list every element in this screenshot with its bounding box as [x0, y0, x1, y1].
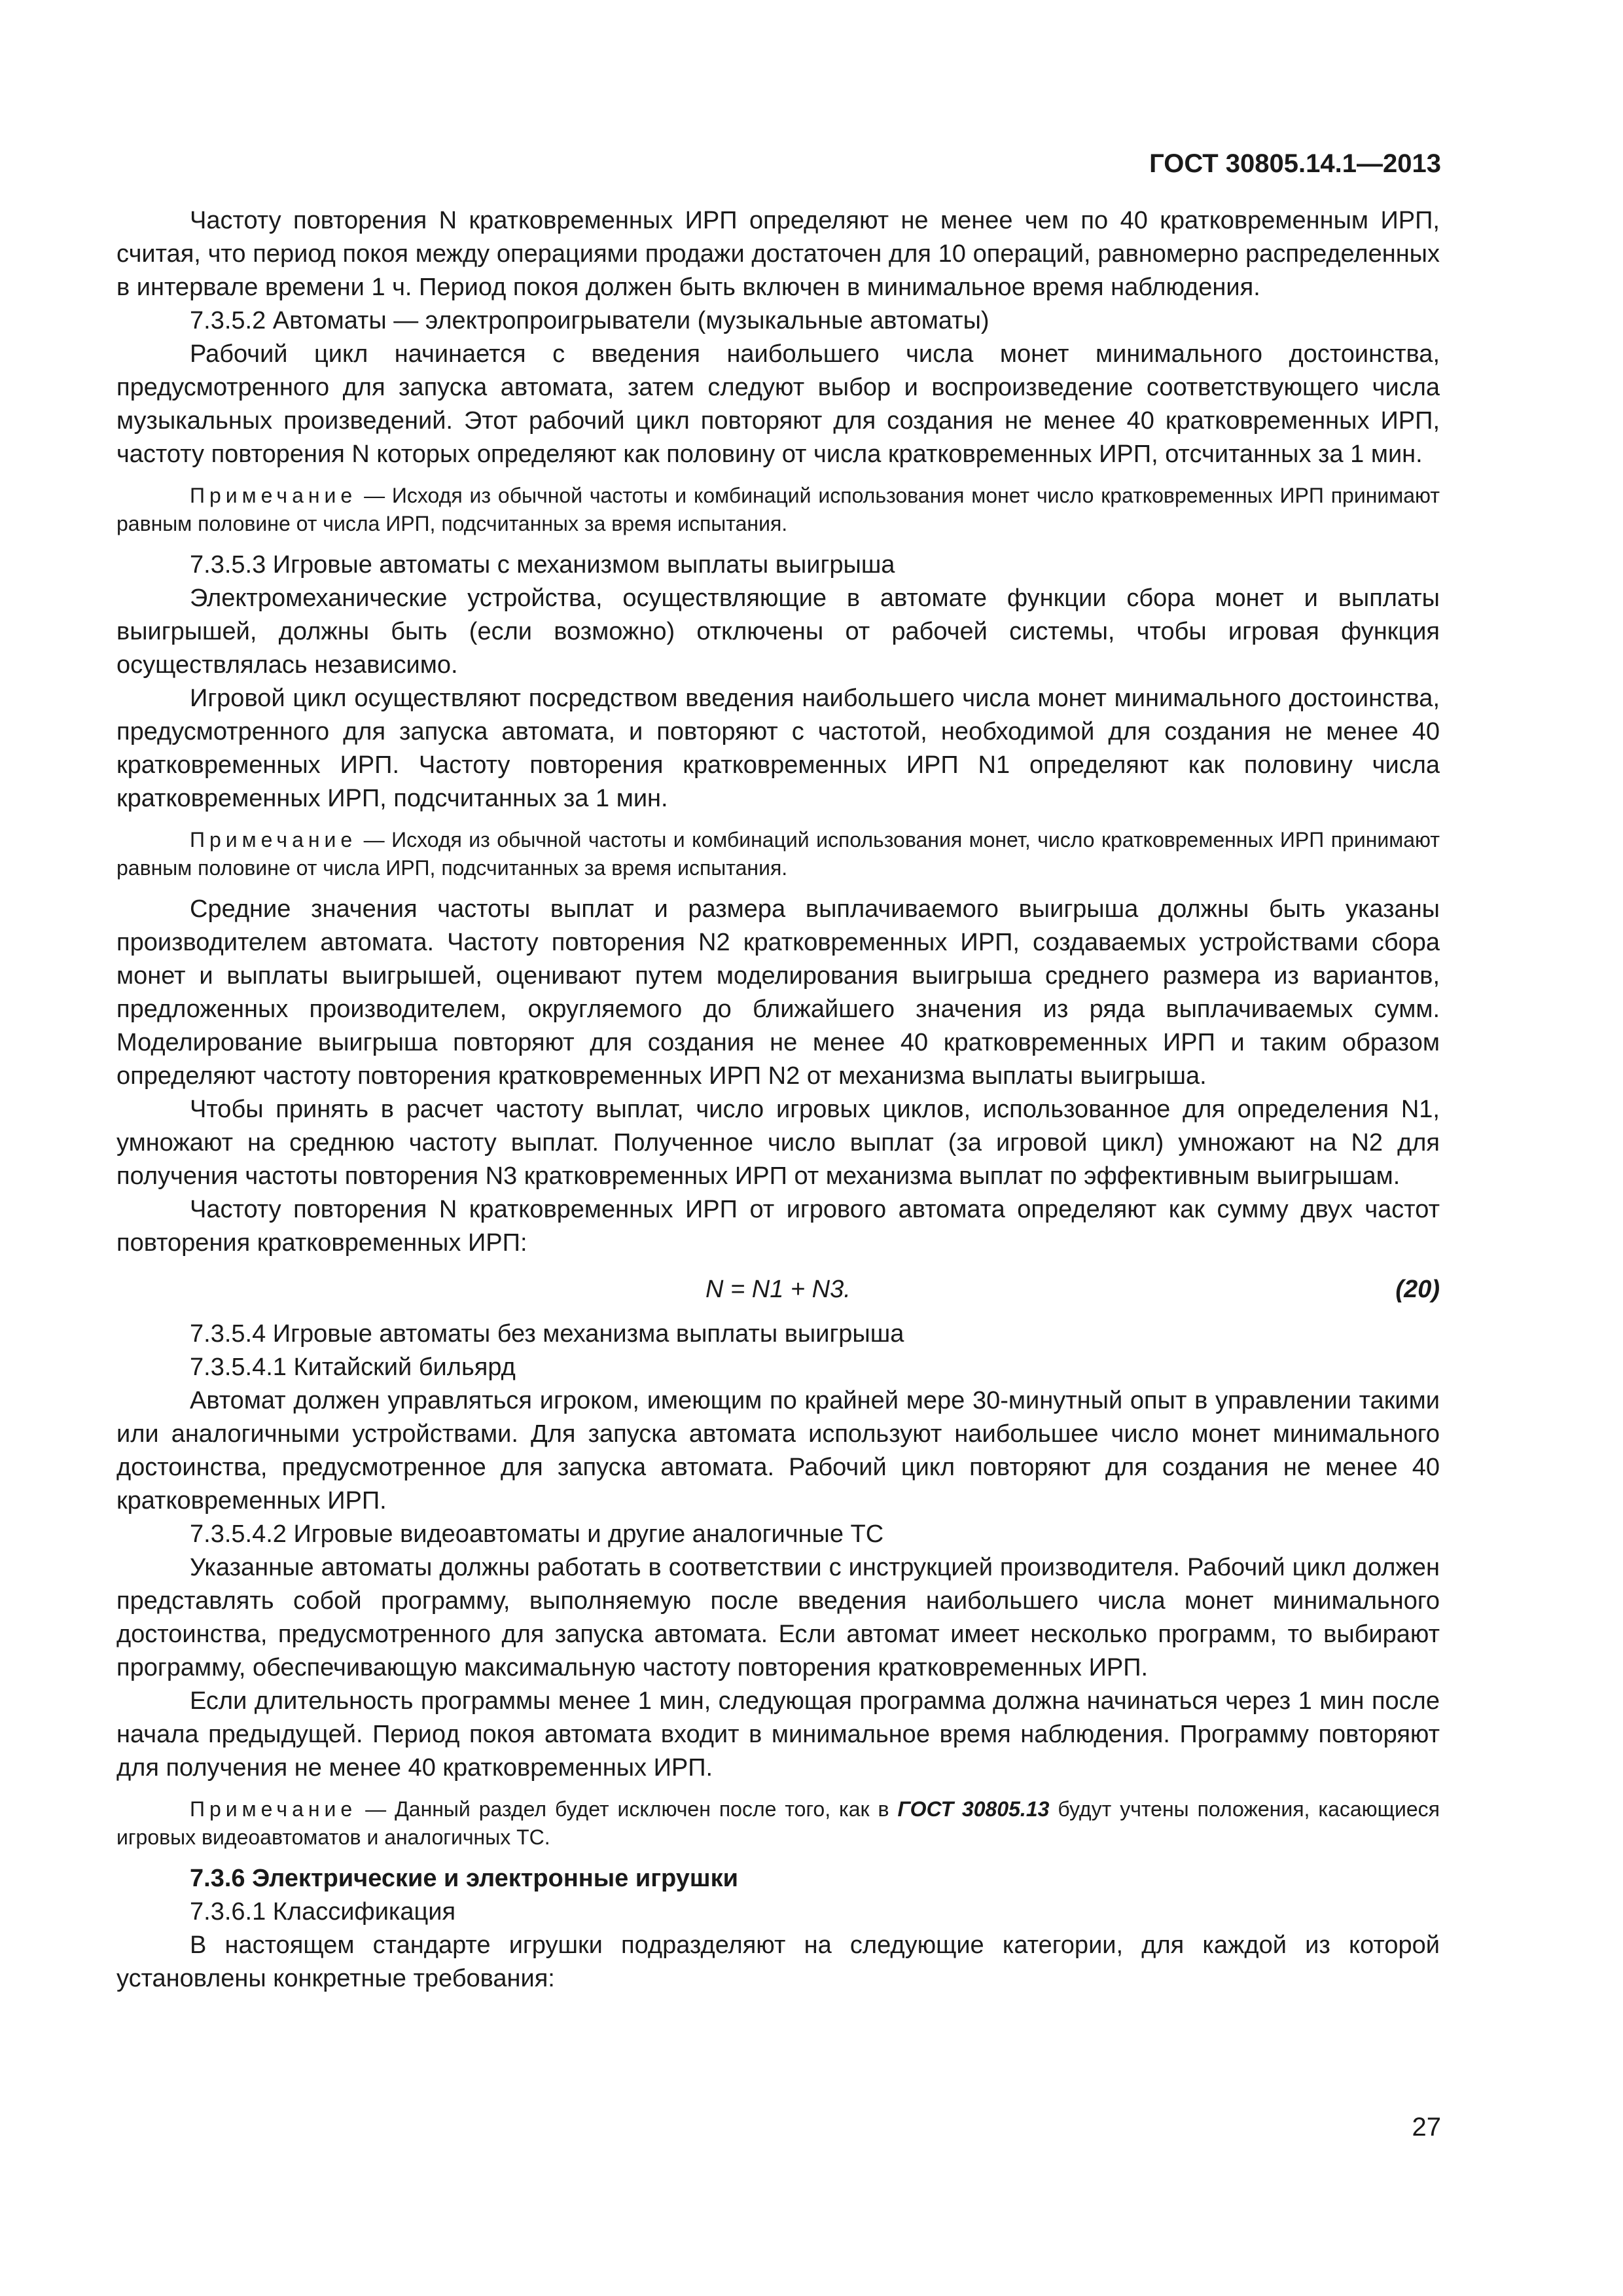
note-text: — Данный раздел будет исключен после того, как в — [357, 1797, 898, 1821]
note-label: Примечание — [190, 484, 357, 507]
formula: N = N1 + N3. — [705, 1276, 851, 1303]
note — [116, 482, 1440, 538]
subsection-title: 7.3.5.4 Игровые автоматы без механизма выплаты выигрыша — [190, 1320, 904, 1348]
paragraph: Электромеханические устройства, осуществляющие в автомате функции сбора монет и выплаты выигрышей, должны быть (если возможно) отключены от рабочей системы, чтобы игровая функция осуществлялась независимо. — [116, 584, 1440, 679]
note-text: будут учтены положения, касающиеся игровых видеоавтоматов и аналогичных ТС. — [116, 1797, 1440, 1849]
note — [116, 826, 1440, 882]
subsection-title: 7.3.5.4.1 Китайский бильярд — [190, 1354, 516, 1381]
formula-line — [116, 1269, 1440, 1308]
paragraph: Чтобы принять в расчет частоту выплат, число игровых циклов, использованное для определения N1, умножают на среднюю частоту выплат. Полученное число выплат (за игровой цикл) умножают на N2 для получения частоты повторения N3 кратковременных ИРП от механизма выплат по эффективным выигрышам. — [116, 1096, 1440, 1190]
note-text: — Исходя из обычной частоты и комбинаций использования монет, число кратковременных ИРП принимают равным половине от числа ИРП, подсчитанных за время испытания. — [116, 828, 1440, 880]
note-label: Примечание — [190, 828, 357, 852]
subsection-title: 7.3.5.3 Игровые автоматы с механизмом выплаты выигрыша — [190, 551, 895, 579]
standard-reference: ГОСТ 30805.13 — [897, 1797, 1050, 1821]
paragraph: Частоту повторения N кратковременных ИРП от игрового автомата определяют как сумму двух частот повторения кратковременных ИРП: — [116, 1196, 1440, 1257]
subsection-title: 7.3.6.1 Классификация — [190, 1898, 456, 1926]
note — [116, 1795, 1440, 1852]
subsection-title: 7.3.5.4.2 Игровые видеоавтоматы и другие аналогичные ТС — [190, 1520, 884, 1548]
note-text: — Исходя из обычной частоты и комбинаций использования монет число кратковременных ИРП принимают равным половине от числа ИРП, подсчитанных за время испытания. — [116, 484, 1440, 535]
formula-number: (20) — [1395, 1276, 1440, 1303]
page-number: 27 — [1412, 2113, 1441, 2142]
section-heading: 7.3.6 Электрические и электронные игрушки — [190, 1865, 738, 1892]
paragraph: Рабочий цикл начинается с введения наибольшего числа монет минимального достоинства, предусмотренного для запуска автомата, затем следуют выбор и воспроизведение соответствующего числа музыкальных произведений. Этот рабочий цикл повторяют для создания не менее 40 кратковременных ИРП, частоту повторения N которых определяют как половину от числа кратковременных ИРП, отсчитанных за 1 мин. — [116, 340, 1440, 468]
paragraph: Средние значения частоты выплат и размера выплачиваемого выигрыша должны быть указаны производителем автомата. Частоту повторения N2 кратковременных ИРП, создаваемых устройствами сбора монет и выплаты выигрышей, оценивают путем моделирования выигрыша среднего размера из вариантов, предложенных производителем, округляемого до ближайшего значения из ряда выплачиваемых сумм. Моделирование выигрыша повторяют для создания не менее 40 кратковременных ИРП и таким образом определяют частоту повторения кратковременных ИРП N2 от механизма выплаты выигрыша. — [116, 895, 1440, 1090]
paragraph: Игровой цикл осуществляют посредством введения наибольшего числа монет минимального достоинства, предусмотренного для запуска автомата, и повторяют с частотой, необходимой для создания не менее 40 кратковременных ИРП. Частоту повторения кратковременных ИРП N1 определяют как половину числа кратковременных ИРП, подсчитанных за 1 мин. — [116, 685, 1440, 812]
paragraph: Частоту повторения N кратковременных ИРП определяют не менее чем по 40 кратковременным ИРП, считая, что период покоя между операциями продажи достаточен для 10 операций, равномерно распределенных в интервале времени 1 ч. Период покоя должен быть включен в минимальное время наблюдения. — [116, 207, 1440, 301]
paragraph: Автомат должен управляться игроком, имеющим по крайней мере 30-минутный опыт в управлении такими или аналогичными устройствами. Для запуска автомата используют наибольшее число монет минимального достоинства, предусмотренное для запуска автомата. Рабочий цикл повторяют для создания не менее 40 кратковременных ИРП. — [116, 1387, 1440, 1515]
paragraph: Если длительность программы менее 1 мин, следующая программа должна начинаться через 1 мин после начала предыдущей. Период покоя автомата входит в минимальное время наблюдения. Программу повторяют для получения не менее 40 кратковременных ИРП. — [116, 1687, 1440, 1782]
document-code-header: ГОСТ 30805.14.1—2013 — [1149, 149, 1441, 178]
paragraph: Указанные автоматы должны работать в соответствии с инструкцией производителя. Рабочий цикл должен представлять собой программу, выполняемую после введения наибольшего числа монет минимального достоинства, предусмотренного для запуска автомата. Если автомат имеет несколько программ, то выбирают программу, обеспечивающую максимальную частоту повторения кратковременных ИРП. — [116, 1554, 1440, 1681]
paragraph: В настоящем стандарте игрушки подразделяют на следующие категории, для каждой из которой установлены конкретные требования: — [116, 1931, 1440, 1992]
subsection-title: 7.3.5.2 Автоматы — электропроигрыватели (музыкальные автоматы) — [190, 307, 990, 334]
page-content — [116, 204, 1440, 1996]
note-label: Примечание — [190, 1797, 357, 1821]
